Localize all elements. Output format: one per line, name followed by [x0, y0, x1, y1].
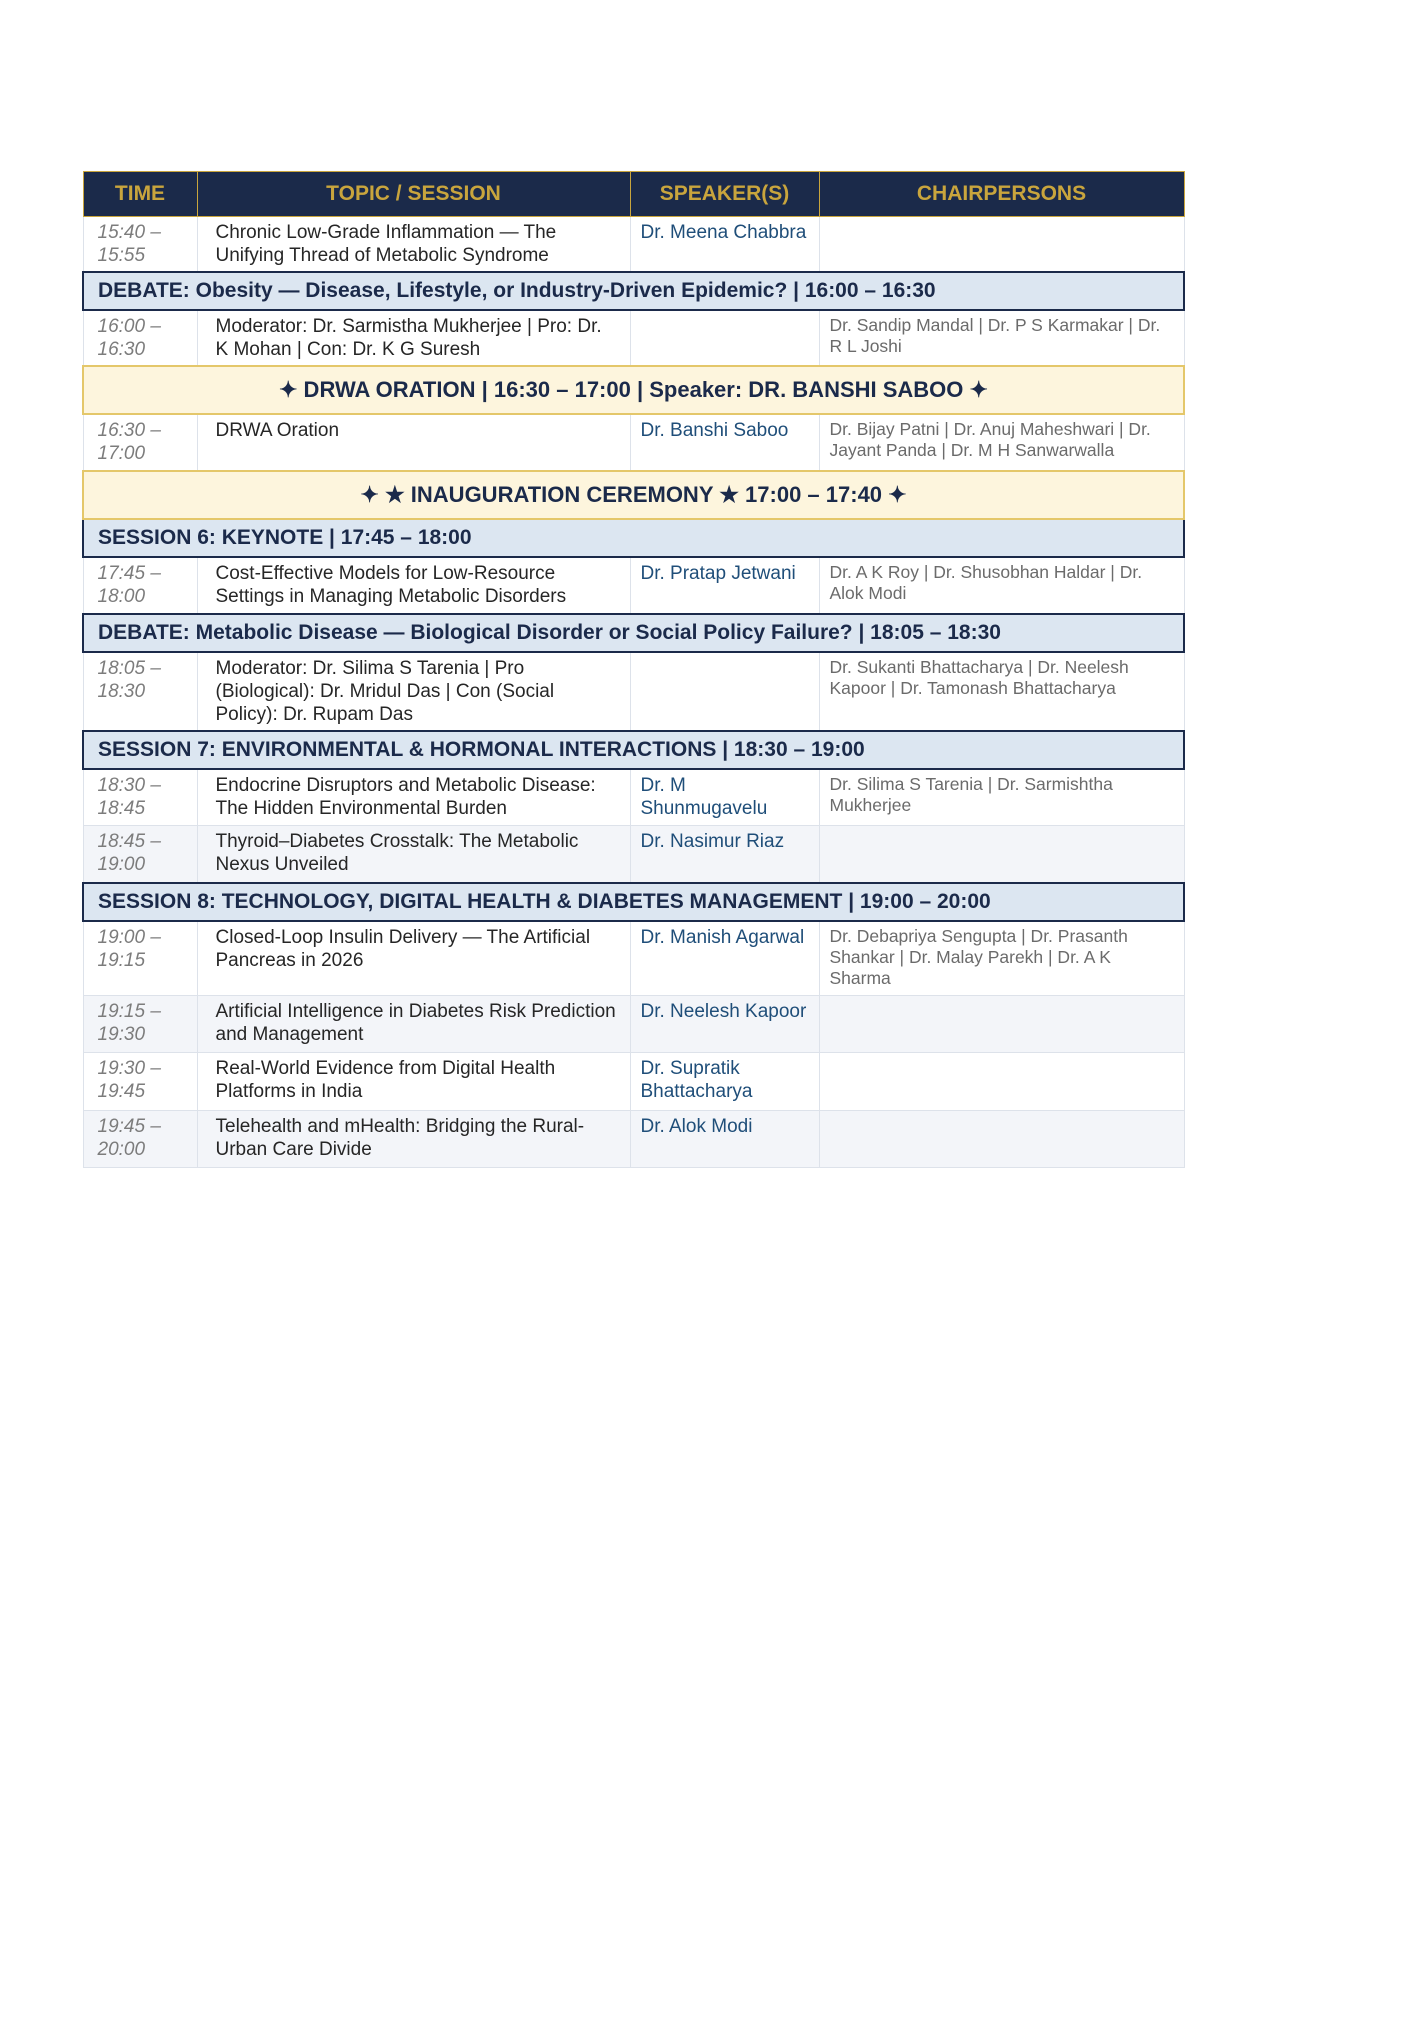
- time-cell: 18:05 – 18:30: [83, 652, 197, 731]
- time-cell: 17:45 – 18:00: [83, 557, 197, 614]
- topic-cell: Moderator: Dr. Sarmistha Mukherjee | Pro: Dr. K Mohan | Con: Dr. K G Suresh: [197, 310, 630, 366]
- speaker-cell: Dr. Nasimur Riaz: [630, 826, 819, 883]
- table-row: [83, 652, 1184, 731]
- chairpersons-cell: [819, 217, 1184, 272]
- chairpersons-cell: Dr. Bijay Patni | Dr. Anuj Maheshwari | Dr. Jayant Panda | Dr. M H Sanwarwalla: [819, 414, 1184, 471]
- table-row: [83, 921, 1184, 996]
- session-band-row: [83, 731, 1184, 769]
- time-cell: 19:30 – 19:45: [83, 1053, 197, 1111]
- chairpersons-cell: [819, 1111, 1184, 1168]
- schedule-table: [82, 171, 1185, 1168]
- speaker-cell: [630, 310, 819, 366]
- table-row: [83, 414, 1184, 471]
- speaker-cell: Dr. Manish Agarwal: [630, 921, 819, 996]
- topic-cell: Chronic Low-Grade Inflammation — The Unifying Thread of Metabolic Syndrome: [197, 217, 630, 272]
- topic-cell: Telehealth and mHealth: Bridging the Rural-Urban Care Divide: [197, 1111, 630, 1168]
- header-chairpersons: CHAIRPERSONS: [819, 172, 1184, 217]
- chairpersons-cell: [819, 996, 1184, 1053]
- session-band-title: SESSION 6: KEYNOTE | 17:45 – 18:00: [83, 519, 1184, 557]
- table-row: [83, 996, 1184, 1053]
- table-row: [83, 826, 1184, 883]
- session-band-title: SESSION 8: TECHNOLOGY, DIGITAL HEALTH & DIABETES MANAGEMENT | 19:00 – 20:00: [83, 883, 1184, 921]
- session-band-row: [83, 519, 1184, 557]
- table-header-row: [83, 172, 1184, 217]
- chairpersons-cell: Dr. Debapriya Sengupta | Dr. Prasanth Shankar | Dr. Malay Parekh | Dr. A K Sharma: [819, 921, 1184, 996]
- speaker-cell: [630, 652, 819, 731]
- session-band-row: [83, 883, 1184, 921]
- topic-cell: Artificial Intelligence in Diabetes Risk Prediction and Management: [197, 996, 630, 1053]
- topic-cell: Thyroid–Diabetes Crosstalk: The Metabolic Nexus Unveiled: [197, 826, 630, 883]
- chairpersons-cell: Dr. Silima S Tarenia | Dr. Sarmishtha Mukherjee: [819, 769, 1184, 826]
- speaker-cell: Dr. Pratap Jetwani: [630, 557, 819, 614]
- chairpersons-cell: Dr. Sandip Mandal | Dr. P S Karmakar | Dr. R L Joshi: [819, 310, 1184, 366]
- table-row: [83, 1111, 1184, 1168]
- chairpersons-cell: [819, 826, 1184, 883]
- topic-cell: DRWA Oration: [197, 414, 630, 471]
- speaker-cell: Dr. Alok Modi: [630, 1111, 819, 1168]
- session-band-row: [83, 272, 1184, 310]
- header-topic: TOPIC / SESSION: [197, 172, 630, 217]
- time-cell: 16:00 – 16:30: [83, 310, 197, 366]
- topic-cell: Closed-Loop Insulin Delivery — The Artificial Pancreas in 2026: [197, 921, 630, 996]
- topic-cell: Real-World Evidence from Digital Health Platforms in India: [197, 1053, 630, 1111]
- table-row: [83, 217, 1184, 272]
- time-cell: 16:30 – 17:00: [83, 414, 197, 471]
- speaker-cell: Dr. M Shunmugavelu: [630, 769, 819, 826]
- ceremony-band-title: ✦ ★ INAUGURATION CEREMONY ★ 17:00 – 17:40 ✦: [83, 471, 1184, 519]
- oration-band-row: [83, 366, 1184, 414]
- session-band-row: [83, 614, 1184, 652]
- session-band-title: DEBATE: Metabolic Disease — Biological Disorder or Social Policy Failure? | 18:05 – 18:30: [83, 614, 1184, 652]
- oration-band-title: ✦ DRWA ORATION | 16:30 – 17:00 | Speaker: DR. BANSHI SABOO ✦: [83, 366, 1184, 414]
- table-row: [83, 769, 1184, 826]
- speaker-cell: Dr. Supratik Bhattacharya: [630, 1053, 819, 1111]
- time-cell: 18:45 – 19:00: [83, 826, 197, 883]
- topic-cell: Endocrine Disruptors and Metabolic Disease: The Hidden Environmental Burden: [197, 769, 630, 826]
- table-row: [83, 1053, 1184, 1111]
- table-row: [83, 310, 1184, 366]
- session-band-title: SESSION 7: ENVIRONMENTAL & HORMONAL INTERACTIONS | 18:30 – 19:00: [83, 731, 1184, 769]
- topic-cell: Moderator: Dr. Silima S Tarenia | Pro (Biological): Dr. Mridul Das | Con (Social Policy): Dr. Rupam Das: [197, 652, 630, 731]
- time-cell: 19:15 – 19:30: [83, 996, 197, 1053]
- chairpersons-cell: Dr. Sukanti Bhattacharya | Dr. Neelesh Kapoor | Dr. Tamonash Bhattacharya: [819, 652, 1184, 731]
- chairpersons-cell: [819, 1053, 1184, 1111]
- speaker-cell: Dr. Meena Chabbra: [630, 217, 819, 272]
- table-row: [83, 557, 1184, 614]
- chairpersons-cell: Dr. A K Roy | Dr. Shusobhan Haldar | Dr. Alok Modi: [819, 557, 1184, 614]
- time-cell: 15:40 – 15:55: [83, 217, 197, 272]
- time-cell: 19:45 – 20:00: [83, 1111, 197, 1168]
- header-time: TIME: [83, 172, 197, 217]
- header-speaker: SPEAKER(S): [630, 172, 819, 217]
- topic-cell: Cost-Effective Models for Low-Resource Settings in Managing Metabolic Disorders: [197, 557, 630, 614]
- ceremony-band-row: [83, 471, 1184, 519]
- time-cell: 19:00 – 19:15: [83, 921, 197, 996]
- speaker-cell: Dr. Banshi Saboo: [630, 414, 819, 471]
- speaker-cell: Dr. Neelesh Kapoor: [630, 996, 819, 1053]
- session-band-title: DEBATE: Obesity — Disease, Lifestyle, or Industry-Driven Epidemic? | 16:00 – 16:30: [83, 272, 1184, 310]
- time-cell: 18:30 – 18:45: [83, 769, 197, 826]
